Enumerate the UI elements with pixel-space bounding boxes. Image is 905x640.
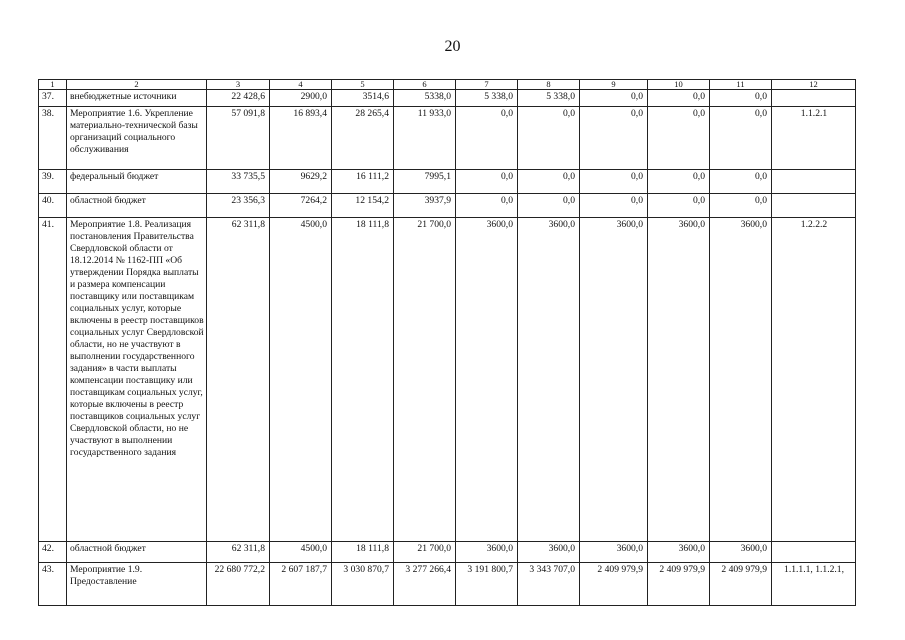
row-name: областной бюджет (67, 194, 207, 218)
row-name: областной бюджет (67, 542, 207, 563)
cell-value: 18 111,8 (332, 218, 394, 542)
cell-value: 3 191 800,7 (456, 563, 518, 606)
row-name: внебюджетные источники (67, 90, 207, 107)
column-number: 1 (39, 80, 67, 90)
cell-value: 3 277 266,4 (394, 563, 456, 606)
cell-value: 0,0 (580, 90, 648, 107)
cell-value: 3600,0 (710, 542, 772, 563)
table-row (39, 194, 856, 218)
table-row (39, 107, 856, 170)
column-number: 5 (332, 80, 394, 90)
cell-value: 2 409 979,9 (648, 563, 710, 606)
column-number: 8 (518, 80, 580, 90)
cell-value: 3600,0 (580, 218, 648, 542)
cell-value: 0,0 (710, 170, 772, 194)
row-index: 37. (39, 90, 67, 107)
cell-value: 2900,0 (270, 90, 332, 107)
cell-value: 22 680 772,2 (207, 563, 270, 606)
cell-value: 16 893,4 (270, 107, 332, 170)
cell-value: 0,0 (648, 107, 710, 170)
cell-value: 3600,0 (518, 542, 580, 563)
target-code: 1.1.2.1 (772, 107, 856, 170)
cell-value: 3600,0 (456, 542, 518, 563)
cell-value: 12 154,2 (332, 194, 394, 218)
target-code: 1.2.2.2 (772, 218, 856, 542)
cell-value: 0,0 (580, 194, 648, 218)
column-number: 3 (207, 80, 270, 90)
cell-value: 3 343 707,0 (518, 563, 580, 606)
row-index: 39. (39, 170, 67, 194)
cell-value: 21 700,0 (394, 218, 456, 542)
table-row (39, 542, 856, 563)
column-number: 7 (456, 80, 518, 90)
cell-value: 7264,2 (270, 194, 332, 218)
cell-value: 5338,0 (394, 90, 456, 107)
cell-value: 22 428,6 (207, 90, 270, 107)
cell-value: 23 356,3 (207, 194, 270, 218)
column-number: 10 (648, 80, 710, 90)
row-name: Мероприятие 1.8. Реализация постановления Правительства Свердловской области от 18.12.2014 № 1162-ПП «Об утверждении Порядка выплаты и размера компенсации поставщику или поставщикам социальных услуг, которые включены в реестр поставщиков социальных услуг Свердловской области, но не участвуют в выполнении государственного задания» в части выплаты компенсации поставщику или поставщикам социальных услуг, которые включены в реестр поставщиков социальных услуг Свердловской области, но не участвуют в выполнении государственного задания (67, 218, 207, 542)
cell-value: 2 409 979,9 (710, 563, 772, 606)
target-code: 1.1.1.1, 1.1.2.1, (772, 563, 856, 606)
cell-value: 18 111,8 (332, 542, 394, 563)
cell-value: 11 933,0 (394, 107, 456, 170)
target-code (772, 90, 856, 107)
table-row (39, 563, 856, 606)
cell-value: 0,0 (710, 107, 772, 170)
column-number: 4 (270, 80, 332, 90)
cell-value: 0,0 (580, 170, 648, 194)
cell-value: 4500,0 (270, 542, 332, 563)
cell-value: 16 111,2 (332, 170, 394, 194)
table-row (39, 90, 856, 107)
target-code (772, 542, 856, 563)
column-number: 9 (580, 80, 648, 90)
cell-value: 3600,0 (580, 542, 648, 563)
cell-value: 3 030 870,7 (332, 563, 394, 606)
cell-value: 0,0 (518, 194, 580, 218)
table-row (39, 218, 856, 542)
cell-value: 2 607 187,7 (270, 563, 332, 606)
budget-table (38, 79, 856, 606)
row-index: 42. (39, 542, 67, 563)
row-name: федеральный бюджет (67, 170, 207, 194)
cell-value: 0,0 (518, 107, 580, 170)
table-row (39, 170, 856, 194)
cell-value: 3514,6 (332, 90, 394, 107)
row-index: 40. (39, 194, 67, 218)
cell-value: 9629,2 (270, 170, 332, 194)
cell-value: 3600,0 (456, 218, 518, 542)
row-index: 38. (39, 107, 67, 170)
cell-value: 0,0 (580, 107, 648, 170)
cell-value: 3937,9 (394, 194, 456, 218)
cell-value: 5 338,0 (518, 90, 580, 107)
cell-value: 0,0 (456, 170, 518, 194)
cell-value: 0,0 (456, 194, 518, 218)
cell-value: 0,0 (710, 90, 772, 107)
row-name: Мероприятие 1.6. Укрепление материально-технической базы организаций социального обслуживания (67, 107, 207, 170)
cell-value: 0,0 (710, 194, 772, 218)
cell-value: 3600,0 (518, 218, 580, 542)
column-number: 12 (772, 80, 856, 90)
cell-value: 28 265,4 (332, 107, 394, 170)
cell-value: 3600,0 (648, 218, 710, 542)
cell-value: 0,0 (648, 170, 710, 194)
target-code (772, 170, 856, 194)
cell-value: 2 409 979,9 (580, 563, 648, 606)
column-number: 11 (710, 80, 772, 90)
cell-value: 0,0 (648, 194, 710, 218)
cell-value: 5 338,0 (456, 90, 518, 107)
cell-value: 0,0 (456, 107, 518, 170)
column-number: 2 (67, 80, 207, 90)
row-index: 43. (39, 563, 67, 606)
cell-value: 3600,0 (648, 542, 710, 563)
cell-value: 57 091,8 (207, 107, 270, 170)
cell-value: 33 735,5 (207, 170, 270, 194)
row-index: 41. (39, 218, 67, 542)
cell-value: 21 700,0 (394, 542, 456, 563)
row-name: Мероприятие 1.9. Предоставление (67, 563, 207, 606)
page-number: 20 (444, 38, 461, 55)
column-number-row (39, 80, 856, 90)
cell-value: 62 311,8 (207, 218, 270, 542)
cell-value: 62 311,8 (207, 542, 270, 563)
target-code (772, 194, 856, 218)
cell-value: 7995,1 (394, 170, 456, 194)
column-number: 6 (394, 80, 456, 90)
cell-value: 3600,0 (710, 218, 772, 542)
cell-value: 0,0 (648, 90, 710, 107)
cell-value: 0,0 (518, 170, 580, 194)
cell-value: 4500,0 (270, 218, 332, 542)
